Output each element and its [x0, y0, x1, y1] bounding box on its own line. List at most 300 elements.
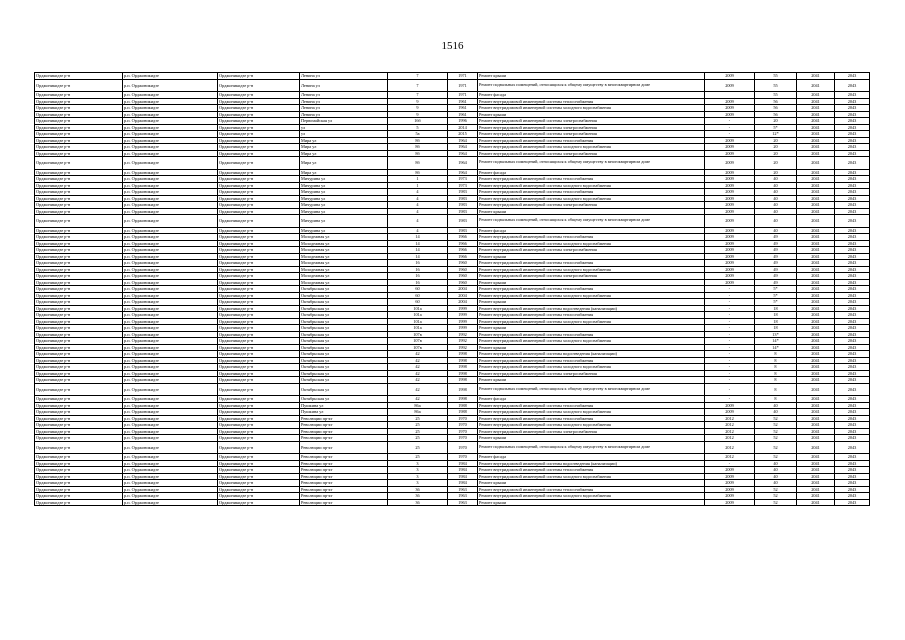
cell-municipality: Орджоникидзе р-н	[218, 370, 300, 377]
cell-plan-end-year: 2043	[835, 202, 870, 209]
cell-plan-end-year: 2043	[835, 79, 870, 92]
cell-street: Мичурина ул	[300, 227, 388, 234]
cell-built-year: 2004	[448, 292, 478, 299]
cell-settlement: р.п. Орджоникидзе	[123, 460, 218, 467]
cell-settlement: р.п. Орджоникидзе	[123, 467, 218, 474]
cell-plan-end-year: 2043	[835, 227, 870, 234]
cell-last-repair-year: -	[705, 377, 755, 384]
cell-house-number: 8б	[388, 137, 448, 144]
cell-built-year: 1983	[448, 202, 478, 209]
cell-settlement: р.п. Орджоникидзе	[123, 176, 218, 183]
cell-house-number: 3	[388, 467, 448, 474]
cell-district: Орджоникидзе р-н	[35, 202, 123, 209]
cell-municipality: Орджоникидзе р-н	[218, 292, 300, 299]
cell-municipality: Орджоникидзе р-н	[218, 111, 300, 118]
cell-street: Молодежная ул	[300, 247, 388, 254]
cell-settlement: р.п. Орджоникидзе	[123, 331, 218, 338]
cell-settlement: р.п. Орджоникидзе	[123, 227, 218, 234]
cell-house-number: 42	[388, 396, 448, 403]
cell-wear-percent: 52	[755, 422, 797, 429]
cell-house-number: 3	[388, 480, 448, 487]
cell-settlement: р.п. Орджоникидзе	[123, 441, 218, 454]
cell-plan-end-year: 2043	[835, 266, 870, 273]
cell-last-repair-year: -	[705, 383, 755, 396]
cell-district: Орджоникидзе р-н	[35, 157, 123, 170]
cell-house-number: 1	[388, 182, 448, 189]
cell-built-year: 2014	[448, 124, 478, 131]
cell-street: ул	[300, 124, 388, 131]
cell-built-year: 1992	[448, 331, 478, 338]
cell-district: Орджоникидзе р-н	[35, 441, 123, 454]
cell-district: Орджоникидзе р-н	[35, 195, 123, 202]
cell-district: Орджоникидзе р-н	[35, 247, 123, 254]
cell-last-repair-year: 2009	[705, 273, 755, 280]
cell-house-number: 60	[388, 286, 448, 293]
cell-wear-percent: 52	[755, 415, 797, 422]
cell-settlement: р.п. Орджоникидзе	[123, 73, 218, 80]
cell-municipality: Орджоникидзе р-н	[218, 208, 300, 215]
cell-plan-end-year: 2043	[835, 279, 870, 286]
cell-repair-work: Ремонт фасада	[478, 396, 705, 403]
cell-repair-work: Ремонт внутридомовой инженерной системы теплоснабжения	[478, 312, 705, 319]
cell-street: Революции пр-кт	[300, 460, 388, 467]
cell-repair-work: Ремонт внутридомовой инженерной системы теплоснабжения	[478, 260, 705, 267]
cell-plan-start-year: 2041	[797, 467, 835, 474]
cell-municipality: Орджоникидзе р-н	[218, 415, 300, 422]
cell-settlement: р.п. Орджоникидзе	[123, 98, 218, 105]
cell-settlement: р.п. Орджоникидзе	[123, 312, 218, 319]
cell-built-year: 1960	[448, 273, 478, 280]
cell-repair-work: Ремонт подвальных помещений, относящихся к общему имуществу в многоквартирном доме	[478, 383, 705, 396]
cell-built-year: 1999	[448, 325, 478, 332]
cell-municipality: Орджоникидзе р-н	[218, 338, 300, 345]
cell-last-repair-year: 2009	[705, 98, 755, 105]
cell-wear-percent: 49	[755, 240, 797, 247]
cell-built-year: 1992	[448, 338, 478, 345]
cell-plan-start-year: 2041	[797, 364, 835, 371]
cell-house-number: 14	[388, 240, 448, 247]
cell-district: Орджоникидзе р-н	[35, 215, 123, 228]
cell-last-repair-year: 2009	[705, 247, 755, 254]
cell-district: Орджоникидзе р-н	[35, 292, 123, 299]
cell-plan-start-year: 2041	[797, 182, 835, 189]
cell-street: Октябрьская ул	[300, 318, 388, 325]
cell-house-number: 8б	[388, 157, 448, 170]
cell-last-repair-year: 2009	[705, 279, 755, 286]
cell-plan-start-year: 2041	[797, 118, 835, 125]
cell-street: Октябрьская ул	[300, 305, 388, 312]
cell-street: Октябрьская ул	[300, 286, 388, 293]
cell-plan-start-year: 2041	[797, 92, 835, 99]
cell-municipality: Орджоникидзе р-н	[218, 383, 300, 396]
table-row	[35, 79, 870, 92]
cell-plan-end-year: 2043	[835, 292, 870, 299]
cell-last-repair-year: -	[705, 124, 755, 131]
cell-repair-work: Ремонт подвальных помещений, относящихся к общему имуществу в многоквартирном доме	[478, 215, 705, 228]
cell-district: Орджоникидзе р-н	[35, 286, 123, 293]
cell-repair-work: Ремонт внутридомовой инженерной системы теплоснабжения	[478, 331, 705, 338]
cell-built-year: 1998	[448, 396, 478, 403]
cell-plan-end-year: 2043	[835, 273, 870, 280]
cell-plan-end-year: 2043	[835, 422, 870, 429]
cell-plan-start-year: 2041	[797, 79, 835, 92]
cell-street: Ленина ул	[300, 73, 388, 80]
cell-settlement: р.п. Орджоникидзе	[123, 344, 218, 351]
cell-wear-percent: 49	[755, 273, 797, 280]
cell-house-number: 4	[388, 227, 448, 234]
cell-street: Молодежная ул	[300, 234, 388, 241]
cell-municipality: Орджоникидзе р-н	[218, 325, 300, 332]
cell-street: Молодежная ул	[300, 266, 388, 273]
cell-last-repair-year: -	[705, 292, 755, 299]
cell-plan-start-year: 2041	[797, 318, 835, 325]
cell-settlement: р.п. Орджоникидзе	[123, 364, 218, 371]
cell-district: Орджоникидзе р-н	[35, 325, 123, 332]
cell-last-repair-year: 2009	[705, 240, 755, 247]
cell-street: Октябрьская ул	[300, 357, 388, 364]
cell-street: Мичурина ул	[300, 189, 388, 196]
cell-plan-end-year: 2043	[835, 312, 870, 319]
cell-plan-start-year: 2041	[797, 292, 835, 299]
cell-plan-start-year: 2041	[797, 357, 835, 364]
cell-repair-work: Ремонт внутридомовой инженерной системы холодного водоснабжения	[478, 493, 705, 500]
cell-street: Мичурина ул	[300, 182, 388, 189]
cell-last-repair-year: -	[705, 305, 755, 312]
cell-plan-start-year: 2041	[797, 195, 835, 202]
cell-municipality: Орджоникидзе р-н	[218, 364, 300, 371]
cell-last-repair-year: -	[705, 357, 755, 364]
cell-repair-work: Ремонт крыши	[478, 435, 705, 442]
cell-municipality: Орджоникидзе р-н	[218, 182, 300, 189]
cell-plan-end-year: 2043	[835, 305, 870, 312]
cell-district: Орджоникидзе р-н	[35, 377, 123, 384]
cell-district: Орджоникидзе р-н	[35, 208, 123, 215]
cell-house-number: 7	[388, 73, 448, 80]
cell-plan-start-year: 2041	[797, 189, 835, 196]
cell-built-year: 1970	[448, 441, 478, 454]
cell-house-number: 25	[388, 428, 448, 435]
cell-repair-work: Ремонт крыши	[478, 377, 705, 384]
cell-settlement: р.п. Орджоникидзе	[123, 454, 218, 461]
cell-house-number: 14	[388, 253, 448, 260]
cell-street: Революции пр-кт	[300, 428, 388, 435]
cell-built-year: 1964	[448, 157, 478, 170]
cell-municipality: Орджоникидзе р-н	[218, 435, 300, 442]
cell-municipality: Орджоникидзе р-н	[218, 169, 300, 176]
cell-plan-end-year: 2043	[835, 454, 870, 461]
cell-house-number: 9	[388, 105, 448, 112]
cell-municipality: Орджоникидзе р-н	[218, 499, 300, 506]
cell-district: Орджоникидзе р-н	[35, 473, 123, 480]
cell-settlement: р.п. Орджоникидзе	[123, 493, 218, 500]
cell-last-repair-year: 2012	[705, 435, 755, 442]
cell-repair-work: Ремонт внутридомовой инженерной системы холодного водоснабжения	[478, 266, 705, 273]
cell-municipality: Орджоникидзе р-н	[218, 131, 300, 138]
cell-plan-start-year: 2041	[797, 344, 835, 351]
cell-district: Орджоникидзе р-н	[35, 409, 123, 416]
cell-plan-start-year: 2041	[797, 396, 835, 403]
cell-plan-end-year: 2043	[835, 364, 870, 371]
cell-house-number: 4	[388, 195, 448, 202]
cell-last-repair-year: -	[705, 312, 755, 319]
cell-street: Октябрьская ул	[300, 292, 388, 299]
cell-house-number: 8б	[388, 150, 448, 157]
cell-wear-percent: 40	[755, 467, 797, 474]
cell-built-year: 1963	[448, 499, 478, 506]
cell-plan-end-year: 2043	[835, 377, 870, 384]
cell-last-repair-year: -	[705, 364, 755, 371]
cell-plan-end-year: 2043	[835, 208, 870, 215]
cell-wear-percent: 49	[755, 247, 797, 254]
cell-district: Орджоникидзе р-н	[35, 227, 123, 234]
cell-plan-start-year: 2041	[797, 299, 835, 306]
cell-house-number: 25	[388, 422, 448, 429]
cell-last-repair-year: 2012	[705, 428, 755, 435]
cell-municipality: Орджоникидзе р-н	[218, 441, 300, 454]
cell-last-repair-year: 2009	[705, 111, 755, 118]
cell-plan-start-year: 2041	[797, 305, 835, 312]
cell-house-number: 14	[388, 247, 448, 254]
cell-municipality: Орджоникидзе р-н	[218, 467, 300, 474]
cell-district: Орджоникидзе р-н	[35, 344, 123, 351]
cell-street: Революции пр-кт	[300, 480, 388, 487]
cell-house-number: 16	[388, 266, 448, 273]
cell-last-repair-year: -	[705, 370, 755, 377]
cell-built-year: 1988	[448, 402, 478, 409]
cell-district: Орджоникидзе р-н	[35, 351, 123, 358]
cell-district: Орджоникидзе р-н	[35, 415, 123, 422]
cell-repair-work: Ремонт внутридомовой инженерной системы теплоснабжения	[478, 357, 705, 364]
cell-district: Орджоникидзе р-н	[35, 454, 123, 461]
cell-settlement: р.п. Орджоникидзе	[123, 409, 218, 416]
cell-street: Ленина ул	[300, 92, 388, 99]
cell-built-year: 1964	[448, 169, 478, 176]
cell-built-year: 2015	[448, 131, 478, 138]
cell-last-repair-year: -	[705, 460, 755, 467]
cell-municipality: Орджоникидзе р-н	[218, 98, 300, 105]
cell-built-year: 1966	[448, 247, 478, 254]
cell-house-number: 4	[388, 202, 448, 209]
cell-district: Орджоникидзе р-н	[35, 396, 123, 403]
cell-house-number: 86а	[388, 409, 448, 416]
cell-municipality: Орджоникидзе р-н	[218, 137, 300, 144]
cell-district: Орджоникидзе р-н	[35, 364, 123, 371]
cell-district: Орджоникидзе р-н	[35, 493, 123, 500]
cell-wear-percent: 18	[755, 305, 797, 312]
cell-house-number: 4	[388, 189, 448, 196]
cell-plan-end-year: 2043	[835, 441, 870, 454]
cell-district: Орджоникидзе р-н	[35, 266, 123, 273]
cell-repair-work: Ремонт крыши	[478, 480, 705, 487]
cell-settlement: р.п. Орджоникидзе	[123, 189, 218, 196]
cell-street: Мичурина ул	[300, 202, 388, 209]
cell-plan-start-year: 2041	[797, 279, 835, 286]
cell-plan-end-year: 2043	[835, 480, 870, 487]
cell-wear-percent: 40	[755, 227, 797, 234]
cell-wear-percent: 40	[755, 176, 797, 183]
cell-settlement: р.п. Орджоникидзе	[123, 357, 218, 364]
cell-settlement: р.п. Орджоникидзе	[123, 422, 218, 429]
cell-house-number: 25	[388, 415, 448, 422]
cell-last-repair-year: 2009	[705, 227, 755, 234]
cell-settlement: р.п. Орджоникидзе	[123, 208, 218, 215]
cell-built-year: 1960	[448, 266, 478, 273]
cell-wear-percent: 20	[755, 169, 797, 176]
cell-house-number: 4	[388, 215, 448, 228]
cell-built-year: 1998	[448, 351, 478, 358]
cell-house-number: 36	[388, 499, 448, 506]
cell-repair-work: Ремонт внутридомовой инженерной системы электроснабжения	[478, 124, 705, 131]
cell-street: Революции пр-кт	[300, 486, 388, 493]
cell-municipality: Орджоникидзе р-н	[218, 409, 300, 416]
cell-last-repair-year: 2009	[705, 467, 755, 474]
cell-plan-start-year: 2041	[797, 111, 835, 118]
cell-settlement: р.п. Орджоникидзе	[123, 137, 218, 144]
cell-wear-percent: 56	[755, 98, 797, 105]
cell-plan-end-year: 2043	[835, 247, 870, 254]
cell-last-repair-year: 2009	[705, 182, 755, 189]
cell-built-year: 1999	[448, 318, 478, 325]
cell-settlement: р.п. Орджоникидзе	[123, 124, 218, 131]
cell-district: Орджоникидзе р-н	[35, 150, 123, 157]
cell-last-repair-year: 2009	[705, 499, 755, 506]
cell-district: Орджоникидзе р-н	[35, 240, 123, 247]
cell-settlement: р.п. Орджоникидзе	[123, 480, 218, 487]
table-row	[35, 441, 870, 454]
cell-built-year: 1984	[448, 467, 478, 474]
cell-wear-percent: 5*	[755, 124, 797, 131]
cell-district: Орджоникидзе р-н	[35, 118, 123, 125]
cell-district: Орджоникидзе р-н	[35, 318, 123, 325]
cell-last-repair-year: 2009	[705, 202, 755, 209]
cell-wear-percent: 40	[755, 182, 797, 189]
cell-plan-start-year: 2041	[797, 157, 835, 170]
cell-street: Первомайская ул	[300, 118, 388, 125]
cell-repair-work: Ремонт подвальных помещений, относящихся к общему имуществу в многоквартирном доме	[478, 157, 705, 170]
cell-last-repair-year: -	[705, 338, 755, 345]
cell-wear-percent: 40	[755, 402, 797, 409]
cell-district: Орджоникидзе р-н	[35, 182, 123, 189]
cell-wear-percent: 40	[755, 189, 797, 196]
cell-street: Мира ул	[300, 157, 388, 170]
cell-wear-percent: 20	[755, 157, 797, 170]
cell-last-repair-year: 2009	[705, 157, 755, 170]
cell-plan-start-year: 2041	[797, 124, 835, 131]
cell-repair-work: Ремонт фасада	[478, 169, 705, 176]
cell-district: Орджоникидзе р-н	[35, 467, 123, 474]
cell-repair-work: Ремонт внутридомовой инженерной системы холодного водоснабжения	[478, 144, 705, 151]
cell-plan-end-year: 2043	[835, 169, 870, 176]
cell-district: Орджоникидзе р-н	[35, 92, 123, 99]
cell-wear-percent: 40	[755, 208, 797, 215]
cell-built-year: 1964	[448, 137, 478, 144]
capital-repair-table	[34, 72, 870, 506]
cell-house-number: 107в	[388, 338, 448, 345]
page-number: 1516	[441, 40, 464, 52]
cell-street: Молодежная ул	[300, 253, 388, 260]
cell-plan-start-year: 2041	[797, 409, 835, 416]
cell-repair-work: Ремонт внутридомовой инженерной системы электроснабжения	[478, 118, 705, 125]
cell-house-number: 36	[388, 486, 448, 493]
cell-settlement: р.п. Орджоникидзе	[123, 92, 218, 99]
cell-plan-end-year: 2043	[835, 98, 870, 105]
table-row	[35, 383, 870, 396]
cell-district: Орджоникидзе р-н	[35, 331, 123, 338]
cell-last-repair-year: 2009	[705, 409, 755, 416]
cell-settlement: р.п. Орджоникидзе	[123, 486, 218, 493]
cell-plan-start-year: 2041	[797, 435, 835, 442]
cell-settlement: р.п. Орджоникидзе	[123, 202, 218, 209]
cell-built-year: 1984	[448, 460, 478, 467]
cell-municipality: Орджоникидзе р-н	[218, 266, 300, 273]
cell-street: Мира ул	[300, 144, 388, 151]
cell-wear-percent: 18	[755, 325, 797, 332]
cell-wear-percent: 8	[755, 396, 797, 403]
cell-built-year: 2004	[448, 286, 478, 293]
cell-plan-start-year: 2041	[797, 325, 835, 332]
cell-last-repair-year: -	[705, 299, 755, 306]
cell-house-number: 9	[388, 98, 448, 105]
cell-settlement: р.п. Орджоникидзе	[123, 131, 218, 138]
cell-house-number: 14	[388, 234, 448, 241]
cell-municipality: Орджоникидзе р-н	[218, 454, 300, 461]
cell-plan-start-year: 2041	[797, 253, 835, 260]
cell-plan-end-year: 2043	[835, 189, 870, 196]
cell-district: Орджоникидзе р-н	[35, 169, 123, 176]
cell-plan-start-year: 2041	[797, 473, 835, 480]
cell-municipality: Орджоникидзе р-н	[218, 428, 300, 435]
cell-last-repair-year: 2009	[705, 137, 755, 144]
cell-municipality: Орджоникидзе р-н	[218, 312, 300, 319]
cell-built-year: 1970	[448, 415, 478, 422]
cell-built-year: 1966	[448, 234, 478, 241]
cell-plan-end-year: 2043	[835, 344, 870, 351]
cell-plan-start-year: 2041	[797, 486, 835, 493]
cell-house-number: 25	[388, 454, 448, 461]
cell-district: Орджоникидзе р-н	[35, 144, 123, 151]
cell-municipality: Орджоникидзе р-н	[218, 402, 300, 409]
cell-plan-start-year: 2041	[797, 131, 835, 138]
cell-wear-percent: 49	[755, 279, 797, 286]
cell-settlement: р.п. Орджоникидзе	[123, 402, 218, 409]
cell-municipality: Орджоникидзе р-н	[218, 157, 300, 170]
cell-house-number: 4	[388, 208, 448, 215]
cell-last-repair-year: 2009	[705, 402, 755, 409]
cell-house-number: 42	[388, 351, 448, 358]
cell-last-repair-year: 2012	[705, 454, 755, 461]
cell-repair-work: Ремонт внутридомовой инженерной системы теплоснабжения	[478, 137, 705, 144]
cell-last-repair-year: -	[705, 351, 755, 358]
cell-municipality: Орджоникидзе р-н	[218, 215, 300, 228]
cell-plan-start-year: 2041	[797, 286, 835, 293]
cell-wear-percent: 52	[755, 428, 797, 435]
cell-house-number: 7	[388, 79, 448, 92]
cell-plan-start-year: 2041	[797, 202, 835, 209]
cell-wear-percent: 5*	[755, 286, 797, 293]
cell-plan-end-year: 2043	[835, 473, 870, 480]
cell-house-number: 3	[388, 473, 448, 480]
cell-repair-work: Ремонт внутридомовой инженерной системы холодного водоснабжения	[478, 195, 705, 202]
cell-last-repair-year: 2009	[705, 73, 755, 80]
cell-repair-work: Ремонт фасада	[478, 227, 705, 234]
cell-built-year: 1970	[448, 428, 478, 435]
cell-built-year: 1983	[448, 227, 478, 234]
cell-last-repair-year: 2012	[705, 441, 755, 454]
cell-built-year: 1999	[448, 305, 478, 312]
cell-repair-work: Ремонт крыши	[478, 73, 705, 80]
cell-wear-percent: 14*	[755, 344, 797, 351]
cell-repair-work: Ремонт крыши	[478, 279, 705, 286]
